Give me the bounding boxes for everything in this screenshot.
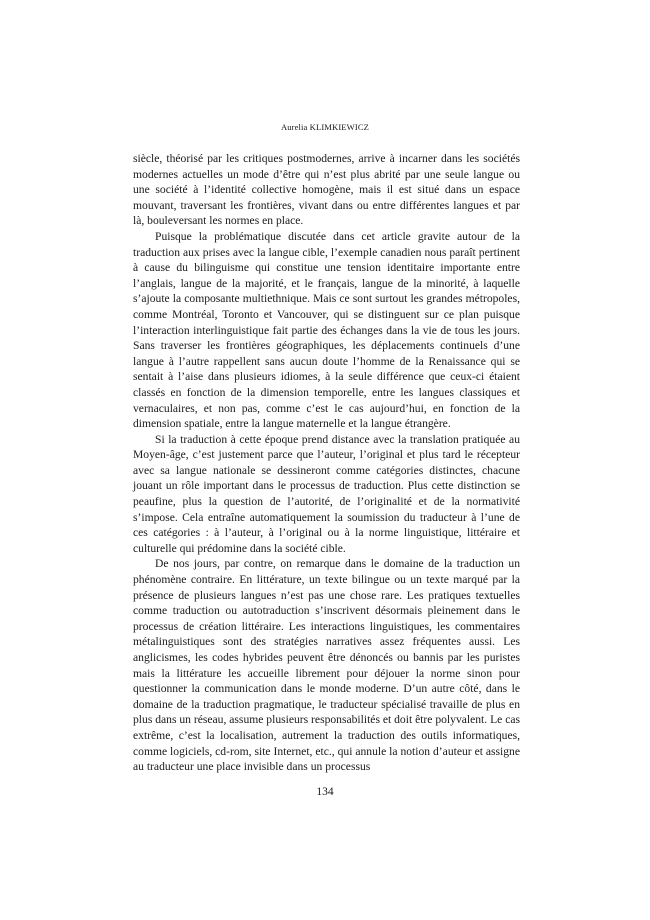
paragraph-2: Puisque la problématique discutée dans cet article gravite autour de la traduction aux prises avec la langue cible, l’exemple canadien nous paraît pertinent à cause du bilinguisme qui constitue une tension identitaire importante entre l’anglais, langue de la majorité, et le français, langue de la minorité, à laquelle s’ajoute la composante multiethnique. Mais ce sont surtout les grandes métropoles, comme Montréal, Toronto et Vancouver, qui se distinguent sur ce plan puisque l’interaction interlinguistique fait partie des échanges dans la vie de tous les jours. Sans traverser les frontières géographiques, les déplacements continuels d’une langue à l’autre rappellent sans aucun doute l’homme de la Renaissance qui se sentait à l’aise dans plusieurs idiomes, à la seule différence que ceux-ci étaient classés en fonction de la dimension temporelle, entre les langues classiques et vernaculaires, et non pas, comme c’est le cas aujourd’hui, en fonction de la dimension spatiale, entre la langue maternelle et la langue étrangère. [133, 229, 520, 431]
running-head: Aurelia KLIMKIEWICZ [280, 122, 370, 132]
page-number: 134 [316, 786, 334, 798]
paragraph-4: De nos jours, par contre, on remarque dans le domaine de la traduction un phénomène contraire. En littérature, un texte bilingue ou un texte marqué par la présence de plusieurs langues n’est pas une chose rare. Les pratiques textuelles comme traduction ou autotraduction s’inscrivent désormais pleinement dans le processus de création littéraire. Les interactions linguistiques, les commentaires métalinguistiques sont des stratégies narratives assez fréquentes aussi. Les anglicismes, les codes hybrides peuvent être dénoncés ou bannis par les puristes mais la littérature les accueille librement pour déjouer la norme sinon pour questionner la communication dans le monde moderne. D’un autre côté, dans le domaine de la traduction pragmatique, le traducteur spécialisé travaille de plus en plus dans un réseau, assume plusieurs responsabilités et doit être polyvalent. Le cas extrême, c’est la localisation, autrement la traduction des outils informatiques, comme logiciels, cd-rom, site Internet, etc., qui annule la notion d’auteur et assigne au traducteur une place invisible dans un processus [133, 557, 521, 774]
paragraph-3: Si la traduction à cette époque prend distance avec la translation pratiquée au Moyen-âge, c’est justement parce que l’auteur, l’original et plus tard le récepteur avec sa langue nationale se dessineront comme catégories distinctes, chacune jouant un rôle important dans le processus de traduction. Plus cette distinction se peaufine, plus la question de l’autorité, de l’originalité et de la normativité s’impose. Cela entraîne automatiquement la soumission du traducteur à l’une de ces catégories : à l’auteur, à l’original ou à la norme linguistique, littéraire et culturelle qui prédomine dans la société cible. [133, 432, 520, 555]
body-text [133, 151, 520, 775]
paragraph-1: siècle, théorisé par les critiques postmodernes, arrive à incarner dans les sociétés modernes actuelles un mode d’être qui n’est plus abrité par une seule langue ou une société à l’identité collective homogène, mais il est situé dans un espace mouvant, traversant les frontières, vivant dans ou entre différentes langues et par là, bouleversant les normes en place. [133, 152, 520, 228]
